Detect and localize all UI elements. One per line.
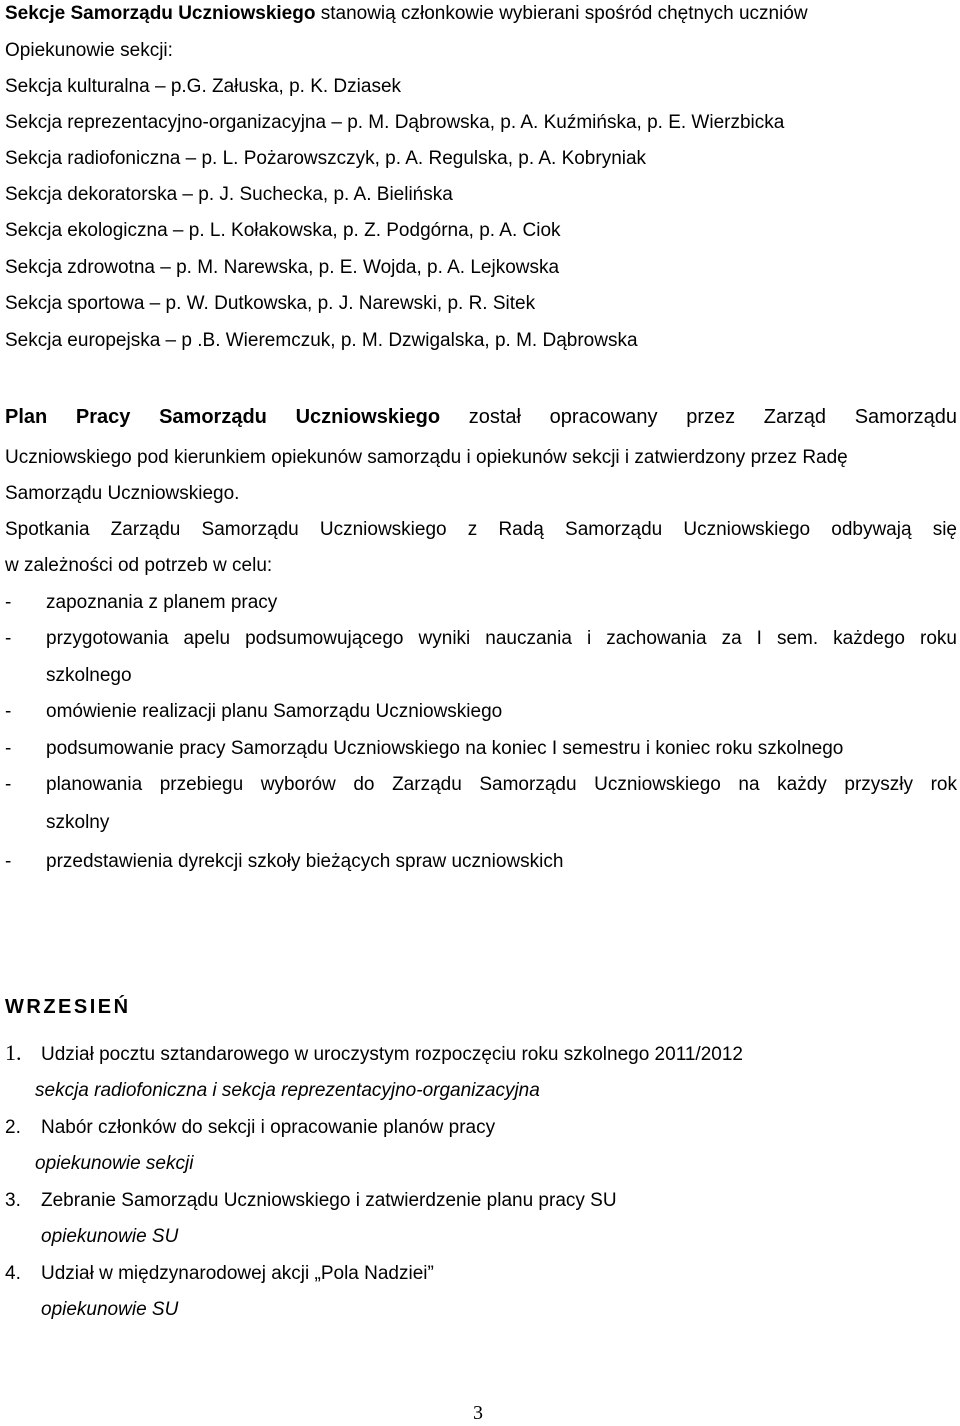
section-name: Sekcja sportowa	[5, 293, 145, 314]
section-line: Sekcja reprezentacyjno-organizacyjna – p. M. Dąbrowska, p. A. Kuźmińska, p. E. Wierzbicka	[5, 112, 785, 133]
task-responsible: opiekunowie SU	[41, 1226, 179, 1247]
meetings-line-1: Spotkania Zarządu Samorządu Uczniowskiego z Radą Samorządu Uczniowskiego odbywają się	[5, 519, 957, 540]
task-responsible: sekcja radiofoniczna i sekcja reprezentacyjno-organizacyjna	[35, 1080, 540, 1101]
plan-line-1	[5, 406, 957, 429]
list-item-continuation: szkolny	[46, 812, 110, 833]
section-line: Sekcja dekoratorska – p. J. Suchecka, p. A. Bielińska	[5, 184, 453, 205]
list-item: - podsumowanie pracy Samorządu Uczniowskiego na koniec I semestru i koniec roku szkolnego	[5, 738, 844, 759]
section-name: Sekcja dekoratorska	[5, 184, 178, 205]
intro-bold: Sekcje Samorządu Uczniowskiego	[5, 3, 316, 24]
section-people: p. M. Dąbrowska, p. A. Kuźmińska, p. E. Wierzbicka	[347, 112, 785, 133]
task-number: 4.	[5, 1263, 21, 1284]
section-line: Sekcja zdrowotna – p. M. Narewska, p. E. Wojda, p. A. Lejkowska	[5, 257, 560, 278]
section-people: p. W. Dutkowska, p. J. Narewski, p. R. Sitek	[165, 293, 536, 314]
section-name: Sekcja reprezentacyjno-organizacyjna	[5, 112, 327, 133]
section-name: Sekcja ekologiczna	[5, 220, 168, 241]
plan-rest: został opracowany przez Zarząd Samorządu	[440, 406, 957, 428]
section-line: Sekcja europejska – p .B. Wieremczuk, p. M. Dzwigalska, p. M. Dąbrowska	[5, 330, 638, 351]
section-people: p. M. Narewska, p. E. Wojda, p. A. Lejkowska	[176, 257, 560, 278]
plan-bold: Plan Pracy Samorządu Uczniowskiego	[5, 406, 441, 428]
task-item	[5, 1190, 617, 1212]
list-item: - zapoznania z planem pracy	[5, 592, 278, 613]
section-name: Sekcja europejska	[5, 330, 161, 351]
task-item	[5, 1040, 743, 1066]
task-responsible: opiekunowie sekcji	[35, 1153, 194, 1174]
list-item: - omówienie realizacji planu Samorządu Uczniowskiego	[5, 701, 503, 722]
list-item-continuation: szkolnego	[46, 665, 132, 686]
section-people: p. J. Suchecka, p. A. Bielińska	[198, 184, 453, 205]
page-number: 3	[473, 1402, 483, 1424]
task-text: Udział w międzynarodowej akcji „Pola Nadziei”	[41, 1263, 434, 1284]
section-line: Sekcja sportowa – p. W. Dutkowska, p. J. Narewski, p. R. Sitek	[5, 293, 536, 314]
intro-line	[5, 3, 808, 25]
section-line: Sekcja ekologiczna – p. L. Kołakowska, p. Z. Podgórna, p. A. Ciok	[5, 220, 561, 241]
task-text: Udział pocztu sztandarowego w uroczystym rozpoczęciu roku szkolnego 2011/2012	[41, 1044, 743, 1065]
month-heading: WRZESIEŃ	[5, 996, 131, 1018]
task-item	[5, 1117, 495, 1139]
task-text: Nabór członków do sekcji i opracowanie planów pracy	[41, 1117, 496, 1138]
section-people: p. L. Kołakowska, p. Z. Podgórna, p. A. Ciok	[188, 220, 561, 241]
list-item: - przygotowania apelu podsumowującego wyniki nauczania i zachowania za I sem. każdego roku	[5, 628, 957, 649]
intro-rest: stanowią członkowie wybierani spośród chętnych uczniów	[315, 3, 808, 24]
task-number: 3.	[5, 1190, 21, 1211]
meetings-line-2: w zależności od potrzeb w celu:	[5, 555, 273, 576]
list-item: - planowania przebiegu wyborów do Zarządu Samorządu Uczniowskiego na każdy przyszły rok	[5, 774, 957, 795]
supervisors-label: Opiekunowie sekcji:	[5, 40, 173, 61]
culture-section: Sekcja kulturalna – p.G. Załuska, p. K. Dziasek	[5, 76, 402, 97]
task-item	[5, 1263, 434, 1285]
section-name: Sekcja zdrowotna	[5, 257, 155, 278]
section-name: Sekcja radiofoniczna	[5, 148, 181, 169]
plan-line-3: Samorządu Uczniowskiego.	[5, 483, 240, 504]
section-people: p. L. Pożarowszczyk, p. A. Regulska, p. A. Kobryniak	[201, 148, 647, 169]
task-text: Zebranie Samorządu Uczniowskiego i zatwierdzenie planu pracy SU	[41, 1190, 617, 1211]
section-line: Sekcja radiofoniczna – p. L. Pożarowszczyk, p. A. Regulska, p. A. Kobryniak	[5, 148, 647, 169]
task-responsible: opiekunowie SU	[41, 1299, 179, 1320]
task-number: 1.	[5, 1040, 22, 1065]
plan-line-2: Uczniowskiego pod kierunkiem opiekunów samorządu i opiekunów sekcji i zatwierdzony przez Radę	[5, 447, 848, 468]
task-number: 2.	[5, 1117, 21, 1138]
list-item: - przedstawienia dyrekcji szkoły bieżących spraw uczniowskich	[5, 851, 564, 872]
section-people: p .B. Wieremczuk, p. M. Dzwigalska, p. M. Dąbrowska	[181, 330, 638, 351]
